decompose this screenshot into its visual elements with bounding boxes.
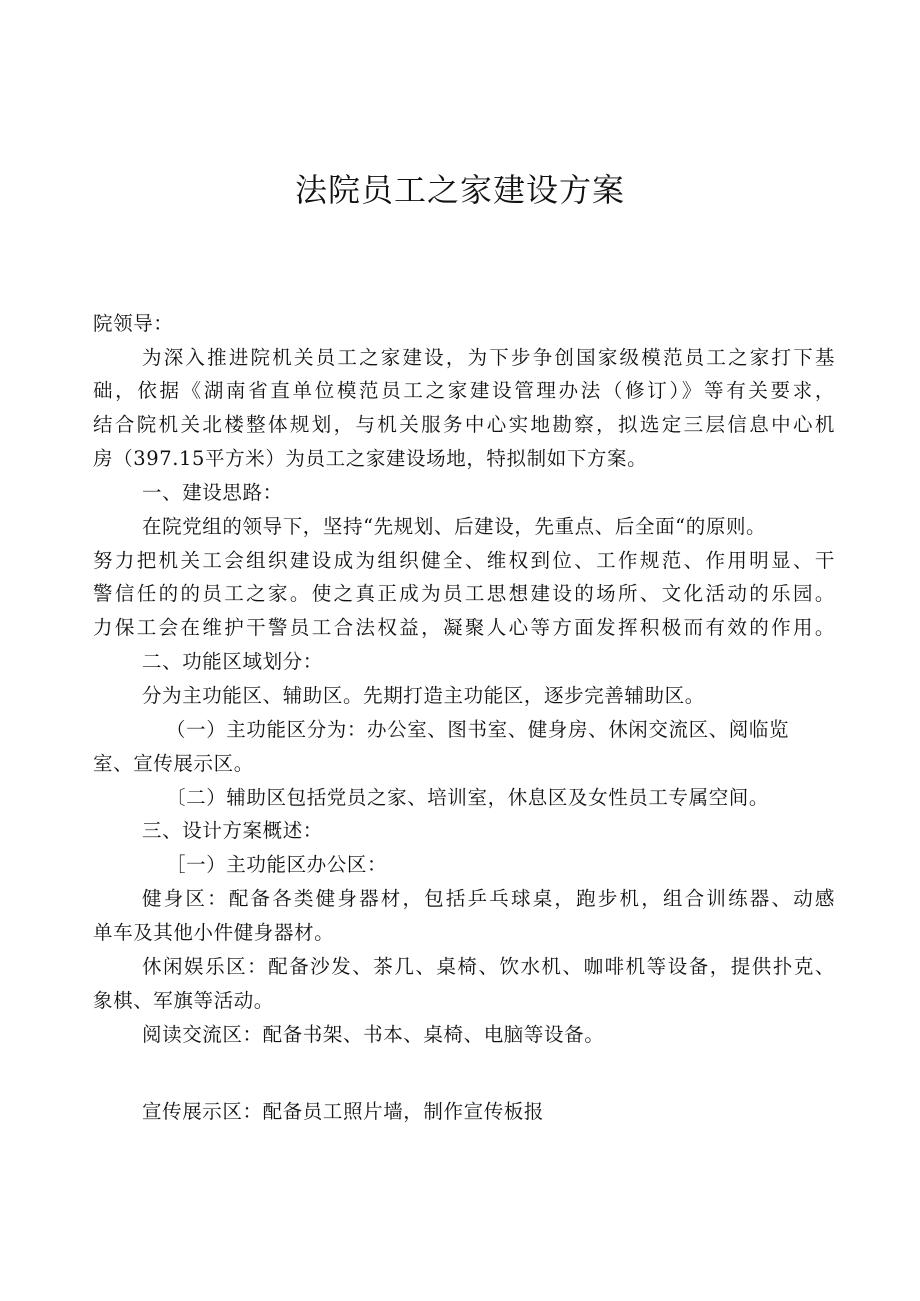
section1-heading: 一、建设思路： [142,481,283,504]
intro-line-3: 结合院机关北楼整体规划，与机关服务中心实地勘察，拟选定三层信息中心机 [93,413,835,436]
intro-line-1: 为深入推进院机关员工之家建设，为下步争创国家级模范员工之家打下基 [142,346,835,369]
leisure-line-2: 象棋、军旗等活动。 [93,989,274,1012]
section1-line-3: 警信任的的员工之家。使之真正成为员工思想建设的场所、文化活动的乐园。 [93,582,835,605]
section2-line-1: 分为主功能区、辅助区。先期打造主功能区，逐步完善辅助区。 [142,684,705,707]
section2-heading: 二、功能区域划分： [142,650,323,673]
section1-line-4: 力保工会在维护干警员工合法权益，凝聚人心等方面发挥积极而有效的作用。 [93,616,835,639]
leisure-line-1: 休闲娱乐区：配备沙发、茶几、桌椅、饮水机、咖啡机等设备，提供扑克、 [142,955,835,978]
section2-item2: 〔二）辅助区包括党员之家、培训室，休息区及女性员工专属空间。 [166,786,770,809]
intro-line-4: 房（397.15平方米）为员工之家建设场地，特拟制如下方案。 [93,447,648,470]
document-title: 法院员工之家建设方案 [294,171,625,209]
display-line: 宣传展示区：配备员工照片墙，制作宣传板报 [142,1100,545,1123]
intro-line-2: 础，依据《湖南省直单位模范员工之家建设管理办法（修订）》等有关要求， [93,379,835,402]
fitness-line-2: 单车及其他小件健身器材。 [93,921,335,944]
reading-line: 阅读交流区：配备书架、书本、桌椅、电脑等设备。 [142,1023,605,1046]
section3-subheading: ［一）主功能区办公区： [166,853,388,876]
section2-item1-line-1: （一）主功能区分为：办公室、图书室、健身房、休闲交流区、阅临览 [166,718,790,741]
salutation: 院领导： [93,312,174,335]
section1-line-2: 努力把机关工会组织建设成为组织健全、维权到位、工作规范、作用明显、干 [93,549,835,572]
section1-line-1: 在院党组的领导下，坚持“先规划、后建设，先重点、后全面“的原则。 [142,515,767,538]
fitness-line-1: 健身区：配备各类健身器材，包括乒乓球桌，跑步机，组合训练器、动感 [142,887,835,910]
section3-heading: 三、设计方案概述： [142,819,323,842]
section2-item1-line-2: 室、宣传展示区。 [93,752,254,775]
